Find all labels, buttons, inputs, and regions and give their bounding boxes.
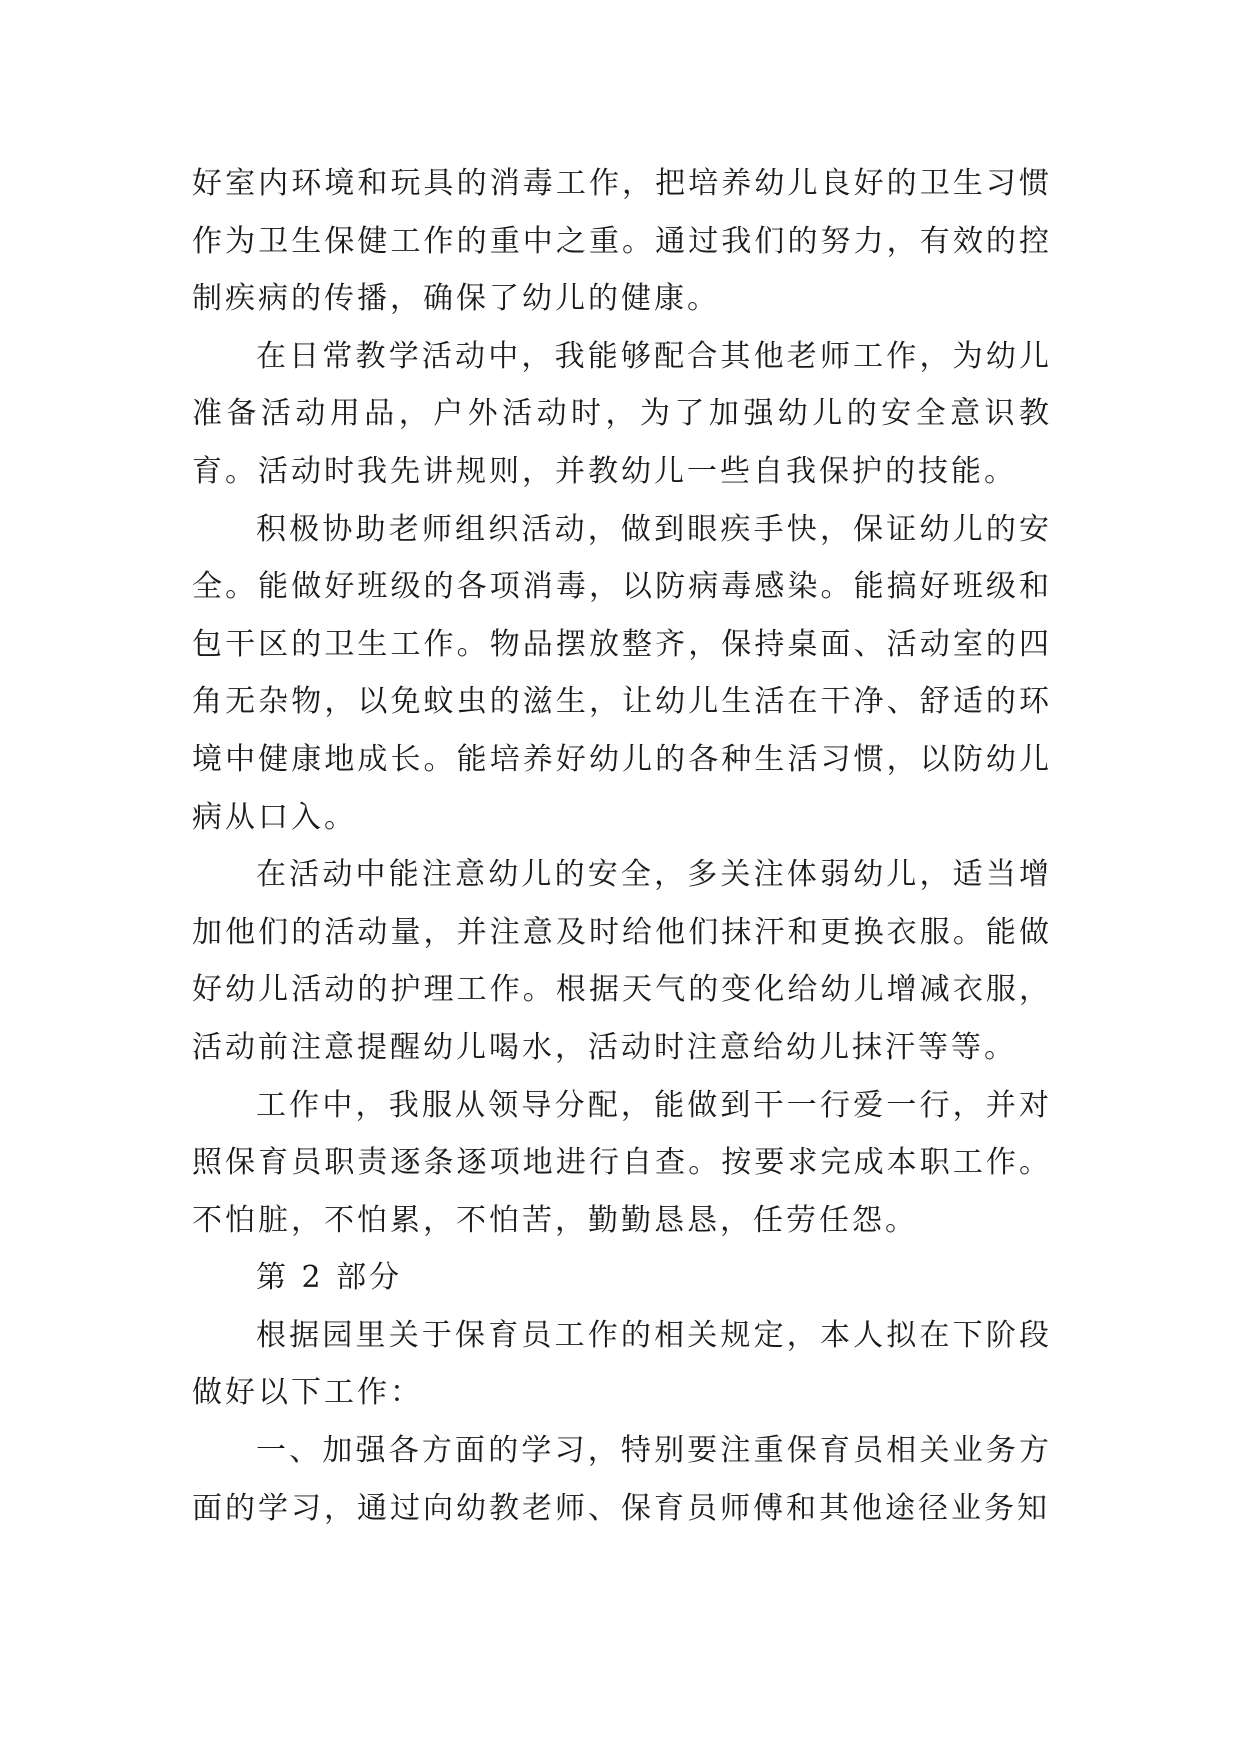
paragraph-continued: 好室内环境和玩具的消毒工作，把培养幼儿良好的卫生习惯作为卫生保健工作的重中之重。通过我们的努力，有效的控制疾病的传播，确保了幼儿的健康。 <box>192 166 1052 317</box>
paragraph-work-attitude: 工作中，我服从领导分配，能做到干一行爱一行，并对照保育员职责逐条逐项地进行自查。按要求完成本职工作。不怕脏，不怕累，不怕苦，勤勤恳恳，任劳任怨。 <box>192 1087 1052 1238</box>
section-heading: 第 2 部分 <box>256 1260 403 1296</box>
paragraph-plan-item-1: 一、加强各方面的学习，特别要注重保育员相关业务方面的学习，通过向幼教老师、保育员师傅和其他途径业务知 <box>192 1433 1052 1526</box>
paragraph-daily-activities: 在日常教学活动中，我能够配合其他老师工作，为幼儿准备活动用品，户外活动时，为了加强幼儿的安全意识教育。活动时我先讲规则，并教幼儿一些自我保护的技能。 <box>192 338 1052 489</box>
paragraph-safety-care: 在活动中能注意幼儿的安全，多关注体弱幼儿，适当增加他们的活动量，并注意及时给他们抹汗和更换衣服。能做好幼儿活动的护理工作。根据天气的变化给幼儿增减衣服，活动前注意提醒幼儿喝水，活动时注意给幼儿抹汗等等。 <box>192 857 1052 1065</box>
paragraph-plan-intro: 根据园里关于保育员工作的相关规定，本人拟在下阶段做好以下工作： <box>192 1317 1052 1411</box>
body-text <box>192 155 1052 1537</box>
paragraph-assist-teacher: 积极协助老师组织活动，做到眼疾手快，保证幼儿的安全。能做好班级的各项消毒，以防病毒感染。能搞好班级和包干区的卫生工作。物品摆放整齐，保持桌面、活动室的四角无杂物，以免蚊虫的滋生，让幼儿生活在干净、舒适的环境中健康地成长。能培养好幼儿的各种生活习惯，以防幼儿病从口入。 <box>192 511 1052 835</box>
